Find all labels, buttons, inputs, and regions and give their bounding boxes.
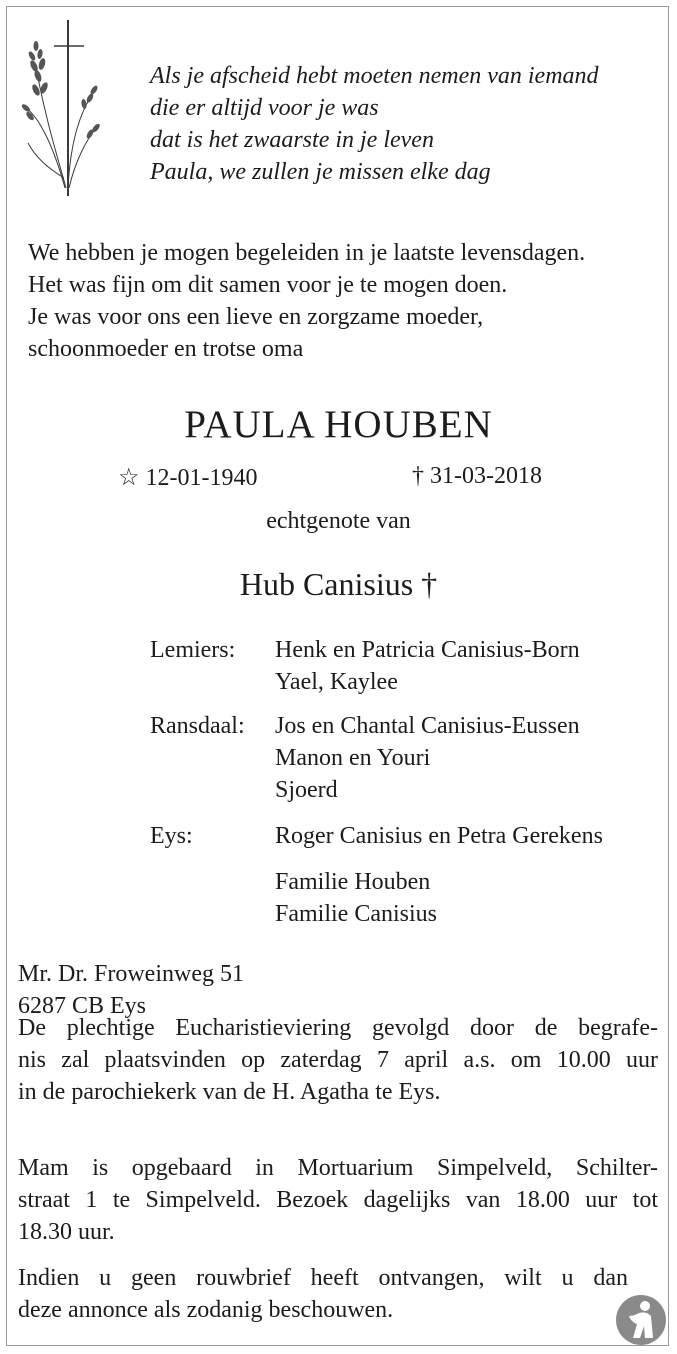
intro-line: schoonmoeder en trotse oma — [28, 336, 304, 362]
birth-date: ☆ 12-01-1940 — [118, 465, 258, 491]
family-place: Eys: — [150, 823, 193, 849]
deceased-name: PAULA HOUBEN — [184, 403, 493, 446]
poem-line: Paula, we zullen je missen elke dag — [150, 159, 491, 185]
family-member-line: Familie Houben — [275, 869, 431, 895]
funeral-line: De plechtige Eucharistieviering gevolgd door de begrafe- — [18, 1015, 658, 1041]
address-street: Mr. Dr. Froweinweg 51 — [18, 961, 244, 987]
viewing-line: Mam is opgebaard in Mortuarium Simpelveld, Schilter- — [18, 1155, 658, 1181]
cross-with-wheat-icon — [18, 18, 100, 198]
poem-line: Als je afscheid hebt moeten nemen van iemand — [150, 63, 599, 89]
family-members — [275, 820, 603, 852]
spouse-name: Hub Canisius † — [239, 566, 438, 602]
family-member-line: Familie Canisius — [275, 901, 437, 927]
death-date: † 31-03-2018 — [412, 463, 542, 489]
spouse-relation: echtgenote van — [266, 508, 411, 534]
family-member-line: Manon en Youri — [275, 745, 431, 771]
viewing-line: 18.30 uur. — [18, 1219, 115, 1245]
intro-text — [28, 237, 585, 365]
funeral-line: in de parochiekerk van de H. Agatha te Eys. — [18, 1079, 441, 1105]
notice-line: Indien u geen rouwbrief heeft ontvangen, wilt u dan — [18, 1265, 628, 1291]
intro-line: Je was voor ons een lieve en zorgzame moeder, — [28, 304, 484, 330]
family-place: Lemiers: — [150, 637, 236, 663]
funeral-paragraph — [18, 1012, 658, 1108]
poem-line: die er altijd voor je was — [150, 95, 379, 121]
family-place: Ransdaal: — [150, 713, 245, 739]
family-member-line: Henk en Patricia Canisius-Born — [275, 637, 580, 663]
intro-line: Het was fijn om dit samen voor je te mogen doen. — [28, 272, 508, 298]
funeral-line: nis zal plaatsvinden op zaterdag 7 april a.s. om 10.00 uur — [18, 1047, 658, 1073]
family-member-line: Jos en Chantal Canisius-Eussen — [275, 713, 580, 739]
poem-line: dat is het zwaarste in je leven — [150, 127, 434, 153]
family-members — [275, 634, 580, 698]
mourning-figure-logo-icon — [615, 1294, 667, 1346]
notice-line: deze annonce als zodanig beschouwen. — [18, 1297, 394, 1323]
intro-line: We hebben je mogen begeleiden in je laatste levensdagen. — [28, 240, 586, 266]
notice-paragraph — [18, 1262, 628, 1326]
extended-family — [275, 866, 437, 930]
family-members — [275, 710, 580, 806]
address-city: 6287 CB Eys — [18, 993, 147, 1019]
viewing-paragraph — [18, 1152, 658, 1248]
viewing-line: straat 1 te Simpelveld. Bezoek dagelijks van 18.00 uur tot — [18, 1187, 658, 1213]
family-member-line: Sjoerd — [275, 777, 338, 803]
poem — [150, 60, 599, 188]
family-member-line: Yael, Kaylee — [275, 669, 398, 695]
family-member-line: Roger Canisius en Petra Gerekens — [275, 823, 603, 849]
